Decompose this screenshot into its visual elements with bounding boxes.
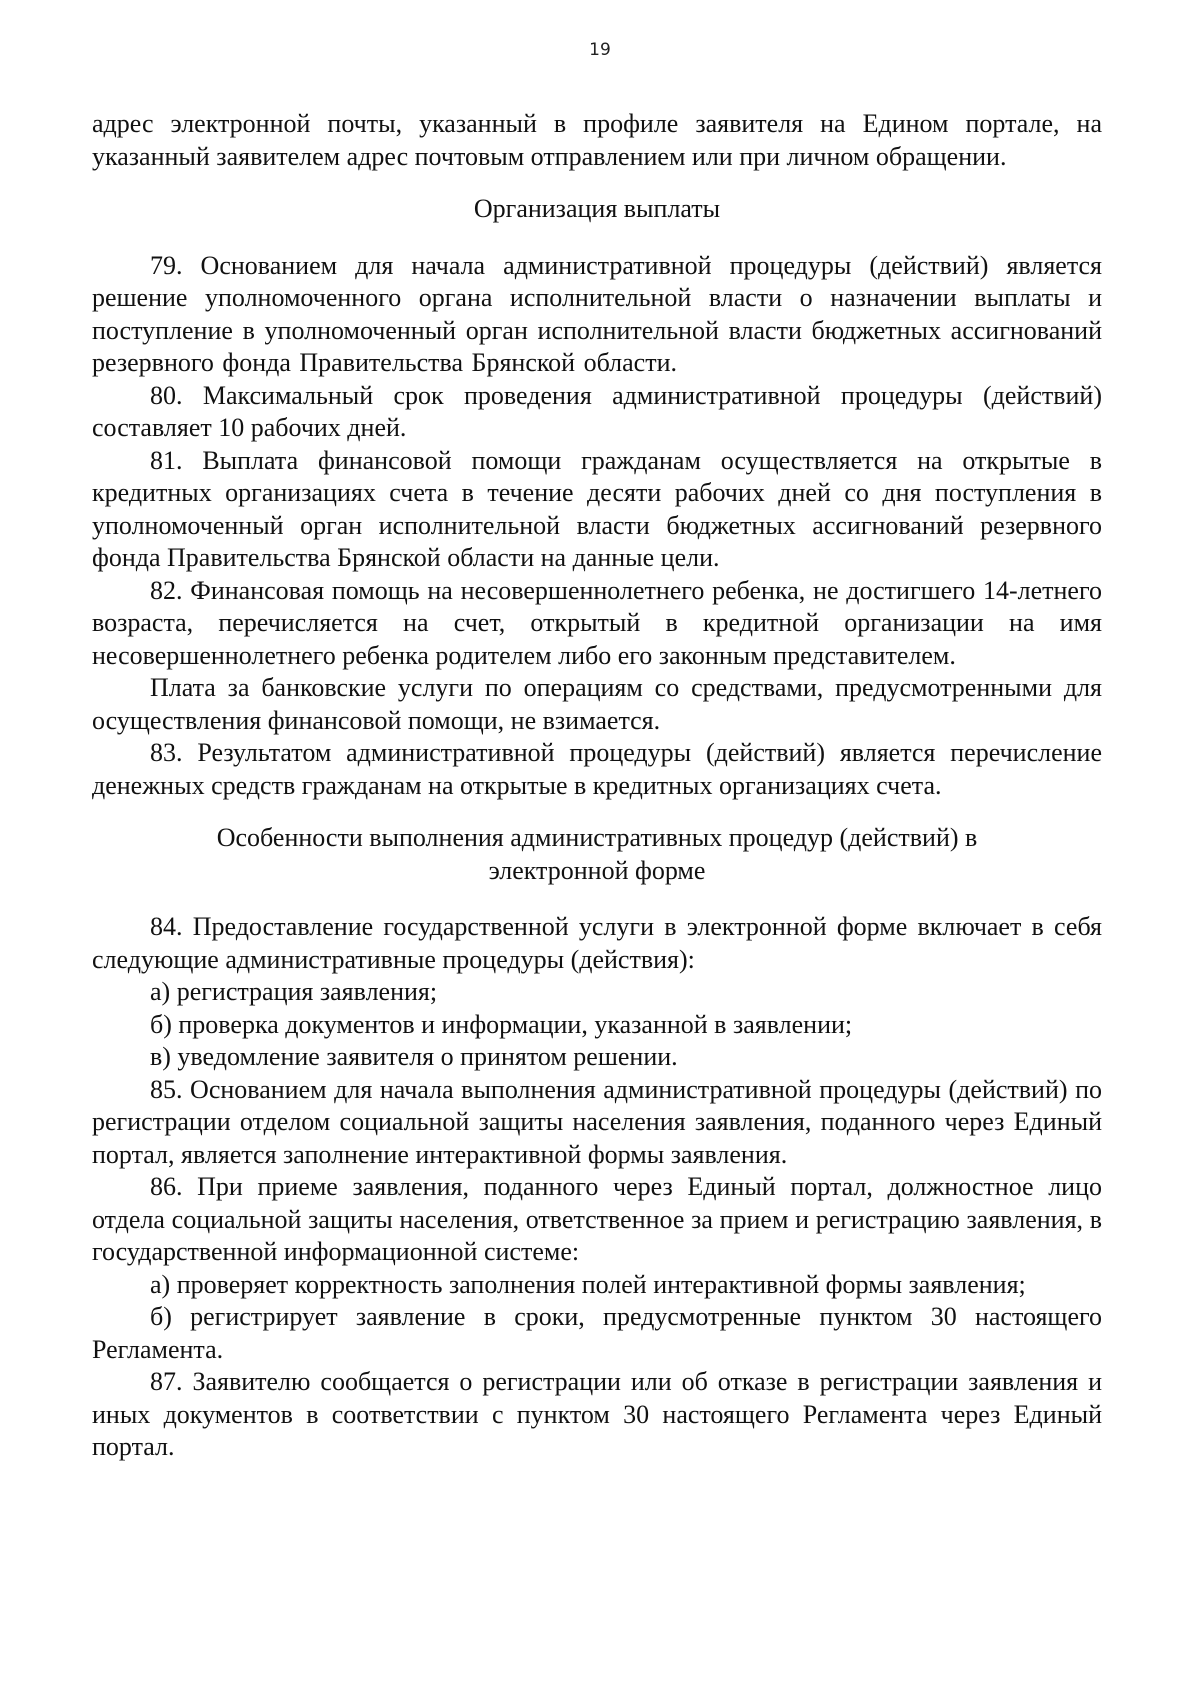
list-item-84a: а) регистрация заявления; — [150, 977, 438, 1006]
list-item-84c: в) уведомление заявителя о принятом решении. — [150, 1042, 678, 1071]
paragraph-87: 87. Заявителю сообщается о регистрации или об отказе в регистрации заявления и иных документов в соответствии с пунктом 30 настоящего Регламента через Единый портал. — [92, 1367, 1102, 1461]
paragraph-83: 83. Результатом административной процедуры (действий) является перечисление денежных средств гражданам на открытые в кредитных организациях счета. — [92, 738, 1102, 800]
paragraph-85: 85. Основанием для начала выполнения административной процедуры (действий) по регистрации отделом социальной защиты населения заявления, поданного через Единый портал, является заполнение интерактивной формы заявления. — [92, 1074, 1102, 1169]
paragraph-82-fee: Плата за банковские услуги по операциям со средствами, предусмотренными для осуществления финансовой помощи, не взимается. — [92, 673, 1102, 735]
paragraph-80: 80. Максимальный срок проведения административной процедуры (действий) составляет 10 рабочих дней. — [92, 380, 1102, 442]
paragraph-82: 82. Финансовая помощь на несовершеннолетнего ребенка, не достигшего 14-летнего возраста, перечисляется на счет, открытый в кредитной организации на имя несовершеннолетнего ребенка родителем либо его законным представителем. — [92, 575, 1102, 670]
intro-paragraph: адрес электронной почты, указанный в профиле заявителя на Едином портале, на указанный заявителем адрес почтовым отправлением или при личном обращении. — [92, 109, 1102, 171]
page-number: 19 — [589, 40, 611, 60]
paragraph-86: 86. При приеме заявления, поданного через Единый портал, должностное лицо отдела социальной защиты населения, ответственное за прием и регистрацию заявления, в государственной информационной системе: — [92, 1172, 1102, 1266]
paragraph-79: 79. Основанием для начала административной процедуры (действий) является решение уполномоченного органа исполнительной власти о назначении выплаты и поступление в уполномоченный орган исполнительной власти бюджетных ассигнований резервного фонда Правительства Брянской области. — [92, 250, 1102, 377]
section-heading-electronic-line1: Особенности выполнения административных процедур (действий) в — [216, 823, 978, 852]
section-heading-electronic-line2: электронной форме — [488, 855, 706, 885]
document-body — [92, 108, 1102, 1464]
paragraph-81: 81. Выплата финансовой помощи гражданам осуществляется на открытые в кредитных организациях счета в течение десяти рабочих дней со дня поступления в уполномоченный орган исполнительной власти бюджетных ассигнований резервного фонда Правительства Брянской области на данные цели. — [92, 445, 1102, 572]
list-item-84b: б) проверка документов и информации, указанной в заявлении; — [150, 1009, 853, 1039]
list-item-86a: а) проверяет корректность заполнения полей интерактивной формы заявления; — [150, 1269, 1026, 1299]
section-heading-payment: Организация выплаты — [473, 194, 721, 223]
paragraph-84: 84. Предоставление государственной услуги в электронной форме включает в себя следующие административные процедуры (действия): — [92, 912, 1102, 974]
list-item-86b: б) регистрирует заявление в сроки, предусмотренные пунктом 30 настоящего Регламента. — [92, 1302, 1102, 1364]
